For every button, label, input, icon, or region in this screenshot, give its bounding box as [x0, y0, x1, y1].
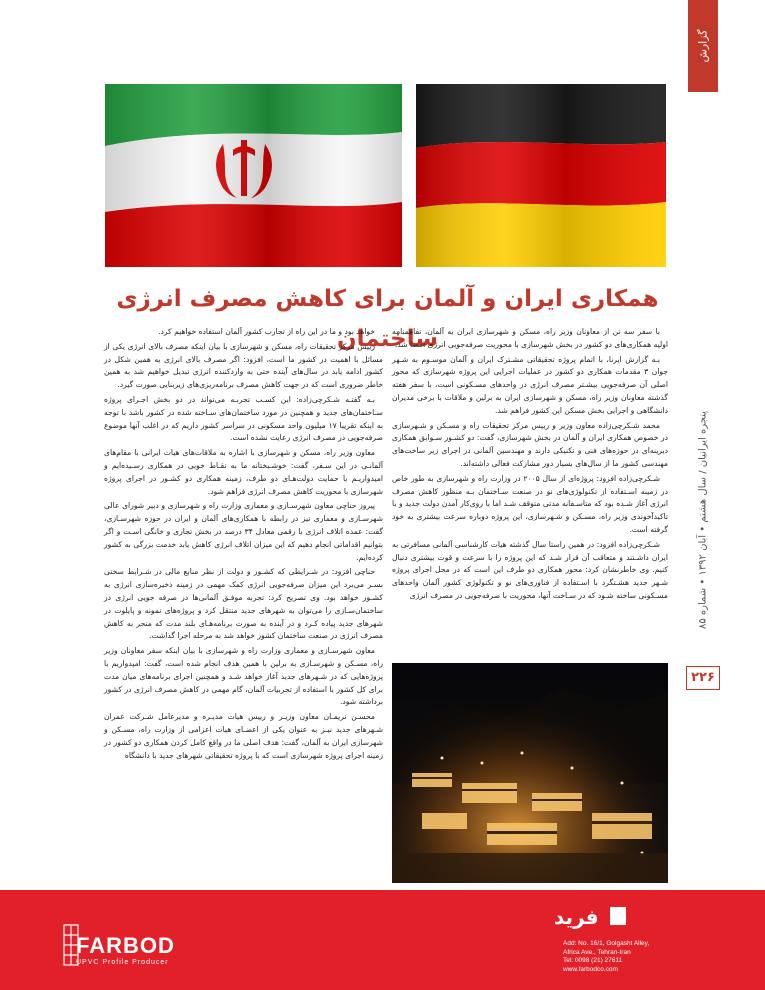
germany-flag-graphic	[416, 84, 666, 267]
advert-address	[563, 940, 713, 974]
night-buildings-photo	[392, 663, 668, 883]
address-line: Add: No. 16/1, Golgasht Alley,	[563, 940, 650, 947]
paragraph: پیروز حناچی معاون شهرسـازی و معماری وزارت راه و شهرسازی و دبیر شورای عالی شهرسـازی و معماری نیز در رابطه با همکاری‌های آلمان و ایران در حوزه شهرسـازی، گفت: عمده اتلاف انرژی با رقمی معادل ۳۴ درصد در بخش تجاری و خانگی اسـت و اگر بتوانیم اقداماتی انجام دهیم که این میزان اتلاف انرژی کاهش یابد خدمت بزرگی به کشور کرده‌ایم.	[104, 501, 383, 562]
paragraph: حناچی افزود: در شـرایطی که کشـور و دولت از نظر منابع مالی در شـرایط سختی بسـر می‌برد این میزان صرفه‌جویی انرژی کمک مهمی در زمینه ذخیره‌سازی انرژی به کشـور خواهد بود. وی تصریح کرد: تجربه موفـق آلمانی‌ها در صرفه جویی انرژی در ساختمان‌سـازی را می‌توان به شهرهای جدید منتقل کرد و پروژه‌های نمونه و پایلوت در شهرهای جدید پیاده کـرد و در آینده به صورت برنامه‌هـای بلند مدت که منجر به کاهش مصرف انرژی در صنعت ساختمان کشور خواهد شد به مرحله اجرا گذاشت.	[104, 567, 383, 641]
article-column-left	[104, 326, 383, 764]
address-line: Africa Ave., Tehran-Iran	[563, 948, 631, 956]
iran-flag-graphic	[105, 84, 402, 267]
paragraph: خواهد بود و ما در این راه از تجارب کشور آلمان استفاده خواهیم کرد.	[158, 327, 375, 336]
address-line: Tel: 0098 (21) 27611	[563, 957, 623, 964]
germany-flag-image	[416, 84, 666, 267]
paragraph: رییس مرکز تحقیقات راه، مسکن و شهرسازی با بیان اینکه مصرف بالای انرژی یکی از مسائل با اهمیت در کشور ما است، افزود: اگر مصرف بالای انرژی به همین شکل در کشور ادامه یابد در سال‌های آینده حتی به واردکننده انرژی تبدیل خواهیم شد به همین خاطر ضروری است که در جهت کاهش مصرف برنامه‌ریزی‌های زیربنایی صورت گیرد.	[104, 341, 383, 390]
article-headline: همکاری ایران و آلمان برای کاهش مصرف انرژی ساختمان	[116, 286, 659, 352]
section-tab-label: گزارش	[696, 29, 710, 63]
page-number: ۲۲۶	[686, 666, 720, 690]
issue-info	[693, 385, 713, 655]
advert-brand-en: FARBOD	[76, 933, 175, 958]
paragraph: با سفر سه تن از معاونان وزیر راه، مسکن و شهرسازی ایران به آلمان، تفاهمنامه اولیه همکاری‌های دو کشور در بخش شهرسازی با محوریت صرفه‌جویی انرژی امضا شد.	[392, 327, 668, 349]
issue-line: پنجره ایرانیان / سال هشتم • آبان ۱۳۹۲ • شماره ۸۵	[697, 410, 709, 630]
paragraph: بـه گزارش ایرنا، با اتمام پروژه تحقیقاتی مشـترک ایران و آلمان موسـوم به شـهر جوان ۳ مقدمات همکاری دو کشور در عملیات اجرایی این پروژه شهرسازی که محور اصلی آن صرفه‌جویی بیشـتر مصرف انرژی در واحدهای مسـکونی است، با سفر هفته گذشته معاونان وزیر راه، مسکن و شهرسازی ایران به برلین و ملاقات با برخی مدیران دانشگاهی و اجرایی بخش مسکن این کشور فراهم شد.	[392, 354, 668, 415]
advert-brand-fa: فرید	[554, 905, 599, 929]
paragraph: معاون وزیر راه، مسکن و شهرسازی با اشاره به ملاقات‌های هیات ایرانی با مقام‌های آلمانـی در این سـفر، گفت: خوشـبختانه ما به نقـاط خوبی در همکاری رسـیده‌ایم و امیدواریـم با حمایت دولت‌هـای دو طرف، زمینه همکاری دو کشـور در اجرای پروژه شهرسازی با محوریت کاهش مصرف انرژی فراهم شود.	[104, 448, 383, 496]
paragraph: شـکرچی‌زاده افزود: پروژه‌ای از سال ۲۰۰۵ در وزارت راه و شهرسازی به طور خاص در زمینه اسـتفاده از تکنولوژی‌های نو در صنعت سـاختمان بـه منظور کاهش مصرف انرژی آغاز شـده بود که متاسـفانه مدتی متوقف شـد اما با روی‌کار آمدن دولت جدید و با تاکیدآخوندی وزیر راه، مسـکن و شـهرسازی، این پروژه دوباره سرعت بیشتری به خود گرفته است.	[392, 473, 668, 534]
article-column-right	[392, 326, 668, 605]
paragraph: بـه گفتـه شـکرچی‌زاده: این کسـب تجربـه می‌تواند در دو بخش اجـرای پروژه سـاختمان‌های جدید و همچنین در مورد ساختمان‌های سـاخته شده در کشور باشد با توجه به اینکه تقریبا ۱۷ میلیون واحد مسکونی در سراسر کشور داریم که در اغلب آنها موضوع صرفه‌جویی در مصرف انرژی رعایت نشده است.	[104, 394, 383, 443]
address-link[interactable]: www.farbodco.com	[563, 965, 618, 973]
advert-tagline: UPVC Profile Producer	[76, 959, 169, 966]
paragraph: معاون شهرسـازی و معماری وزارت راه و شهرسازی با بیان اینکه سفر معاونان وزیر راه، مسـکن و شهرسـازی به برلین با همین هدف انجام شده است، گفت: امیدواریم با پروژه‌هایی که در شـهرهای جدید آغاز خواهد شـد و همچنین اجرای برنامه‌های میان مدت برای کل کشور با استفاده از تجربیات آلمان، گام مهمی در کاهش مصرف انرژی در کشور برداشته شود.	[104, 646, 383, 707]
iran-flag-image	[105, 84, 402, 267]
fa-brand-logo-icon	[610, 907, 626, 925]
section-tab	[688, 0, 718, 92]
paragraph: شـکرچی‌زاده افزود: در همین راستا سال گذشته هیات کارشناسی آلمانی مسافرتی به ایران داشـتند و متعاقب آن قرار شـد که این پروژه را با سرعت و قوت بیشتری دنبال کنیم. وی خاطرنشان کرد: محور همکاری دو طرف این است که در محل اجرای پروژه شـهر جدید هشـتگرد با اسـتفاده از فناوری‌های نو و تکنولوژی کشور آلمان واحدهای مسـکونی ساخته شـود که در سـاخت آنها، محوریت با صرفه‌جویی در مصرف انرژی	[392, 539, 668, 600]
paragraph: محسـن نریمـان معاون وزیـر و رییس هیات مدیـره و مدیرعامل شـرکت عمران شـهرهای جدید نیـز به عنوان یکی از اعضـای هیات اعزامی از وزارت راه، مسـکن و شهرسازی ایران به آلمان، گفت: هدف اصلی ما در واقع کامل کردن همکاری دو کشور در زمینه اجرای پروژه شهرسازی است که با پروژه تحقیقاتی شهرهای جدید با دانشگاه	[104, 712, 383, 760]
paragraph: محمد شـکرچی‌زاده معاون وزیر و رییس مرکز تحقیقات راه و مسـکن و شـهرسازی در خصوص همکاری ایران و آلمان در بخش شهرسازی، گفت: دو کشـور سـوابق همکاری دیرینه‌ای در حوزه‌های فنی و تکنیکی دارند و مهندسین آلمانی در اجرای زیر ساخت‌های مهندسی کشور ما از سال‌های بسیار دور مشارکت فعالی داشته‌اند.	[392, 420, 668, 468]
